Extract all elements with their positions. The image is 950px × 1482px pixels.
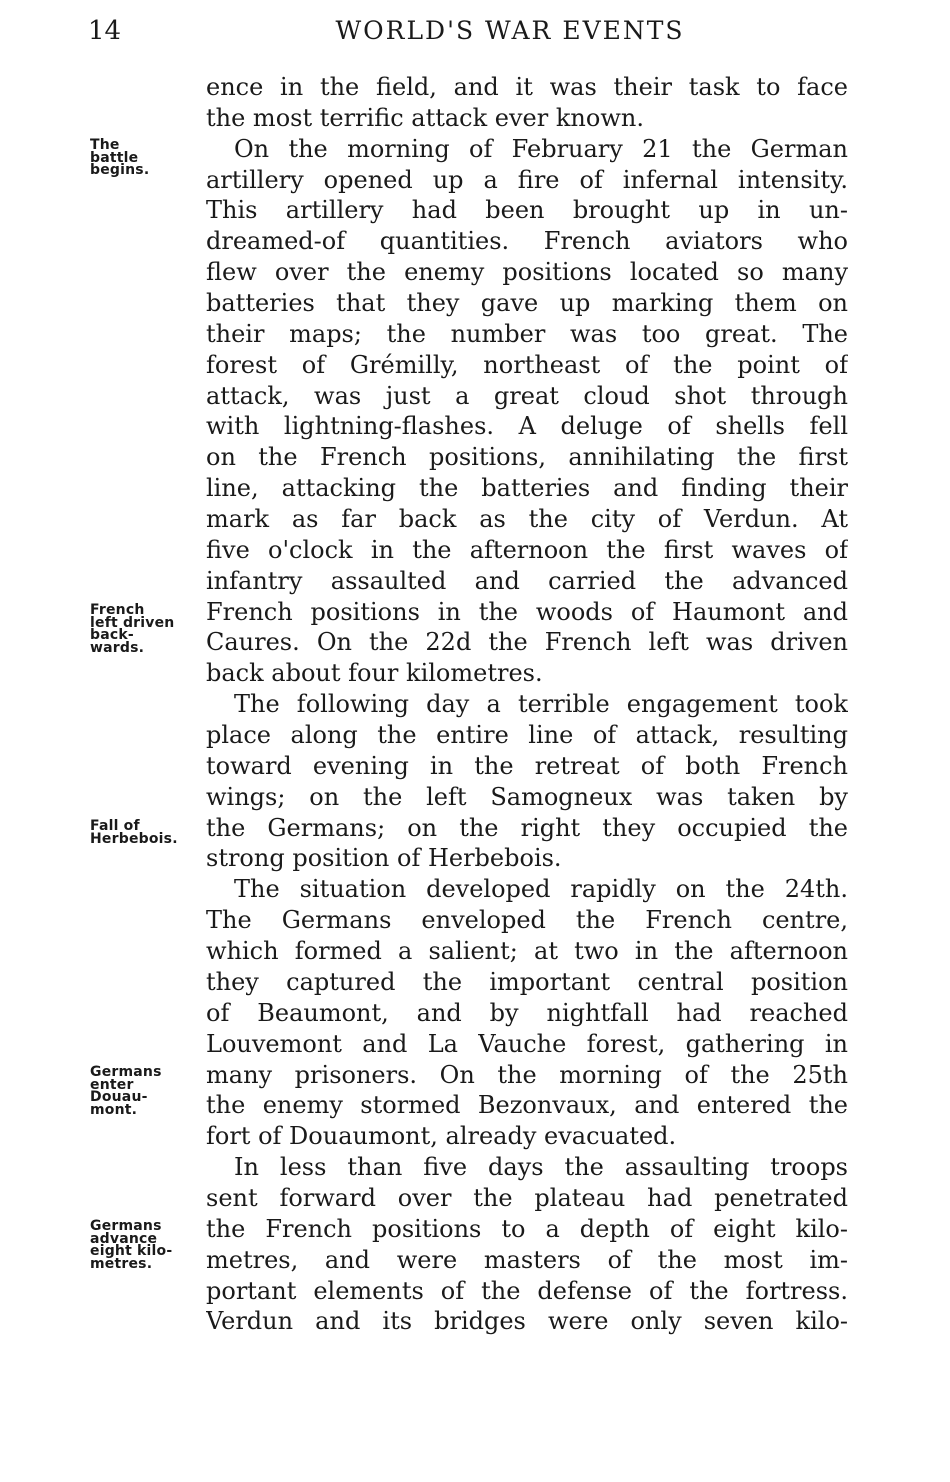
body-line: The Germans enveloped the French centre, [206, 906, 848, 935]
body-line: Verdun and its bridges were only seven kilo- [206, 1307, 848, 1336]
body-line: In less than five days the assaulting troops [234, 1153, 848, 1182]
body-line: Louvemont and La Vauche forest, gathering in [206, 1029, 848, 1058]
body-line: batteries that they gave up marking them on [206, 289, 848, 318]
side-note-line: mont. [90, 1101, 138, 1118]
side-note-french-left-driven [90, 604, 206, 654]
side-note-line: The [90, 137, 120, 153]
body-line: attack, was just a great cloud shot through [206, 381, 848, 410]
body-line: artillery opened up a fire of infernal intensity. [206, 165, 848, 194]
body-line: on the French positions, annihilating the first [206, 443, 848, 472]
body-line: strong position of Herbebois. [206, 844, 562, 873]
body-line: metres, and were masters of the most im- [206, 1245, 848, 1274]
side-note-line: enter [90, 1076, 134, 1093]
body-line: The following day a terrible engagement took [234, 690, 848, 719]
body-line: back about four kilometres. [206, 659, 543, 688]
body-line: the French positions to a depth of eight kilo- [206, 1214, 848, 1243]
body-line: they captured the important central position [206, 967, 848, 996]
body-line: Caures. On the 22d the French left was driven [206, 628, 848, 657]
body-line: ence in the field, and it was their task to face [206, 73, 848, 101]
body-line: infantry assaulted and carried the advanced [206, 566, 848, 595]
side-note-battle-begins [90, 139, 206, 177]
side-note-line: Germans [90, 1064, 162, 1080]
side-note-line: wards. [90, 639, 145, 656]
side-note-line: begins. [90, 162, 150, 178]
body-line: French positions in the woods of Haumont and [206, 597, 848, 626]
body-text [206, 72, 848, 1337]
body-line: mark as far back as the city of Verdun. At [206, 505, 848, 534]
body-line: five o'clock in the afternoon the first waves of [206, 535, 848, 564]
body-line: their maps; the number was too great. The [206, 319, 848, 348]
body-line: many prisoners. On the morning of the 25th [206, 1060, 848, 1089]
side-note-line: Fall of [90, 818, 140, 834]
side-note-line: Germans [90, 1218, 162, 1234]
body-line: sent forward over the plateau had penetrated [206, 1183, 848, 1212]
body-line: portant elements of the defense of the fortress. [206, 1276, 848, 1305]
body-line: flew over the enemy positions located so many [206, 258, 848, 287]
side-note-line: Herbebois. [90, 830, 178, 847]
body-line: of Beaumont, and by nightfall had reached [206, 998, 848, 1027]
side-note-line: French [90, 602, 145, 618]
body-line: wings; on the left Samogneux was taken by [206, 782, 848, 811]
side-note-fall-of-herbebois [90, 820, 206, 845]
body-line: the enemy stormed Bezonvaux, and entered the [206, 1091, 848, 1120]
body-line: line, attacking the batteries and finding their [206, 474, 848, 503]
side-note-line: eight kilo- [90, 1243, 173, 1259]
side-note-line: metres. [90, 1255, 153, 1272]
body-line: with lightning-flashes. A deluge of shells fell [206, 412, 848, 441]
side-note-line: left driven [90, 614, 175, 631]
body-line: toward evening in the retreat of both French [206, 751, 848, 780]
body-line: place along the entire line of attack, resulting [206, 721, 848, 750]
body-line: the most terrific attack ever known. [206, 103, 644, 132]
body-line: This artillery had been brought up in un- [206, 196, 848, 225]
body-line: fort of Douaumont, already evacuated. [206, 1122, 677, 1151]
body-line: which formed a salient; at two in the afternoon [206, 937, 848, 966]
body-line: The situation developed rapidly on the 24th. [234, 875, 848, 904]
side-note-line: advance [90, 1230, 158, 1247]
body-line: the Germans; on the right they occupied the [206, 813, 848, 842]
side-note-germans-enter-douaumont [90, 1066, 206, 1116]
side-note-germans-advance [90, 1220, 206, 1270]
page-number: 14 [88, 16, 122, 46]
side-note-line: back- [90, 627, 134, 643]
side-note-line: Douau- [90, 1089, 148, 1105]
running-head: WORLD'S WAR EVENTS [335, 16, 685, 45]
body-line: On the morning of February 21 the German [234, 134, 848, 163]
body-line: dreamed-of quantities. French aviators who [206, 227, 848, 256]
side-note-line: battle [90, 149, 139, 166]
body-line: forest of Grémilly, northeast of the point of [206, 350, 848, 379]
